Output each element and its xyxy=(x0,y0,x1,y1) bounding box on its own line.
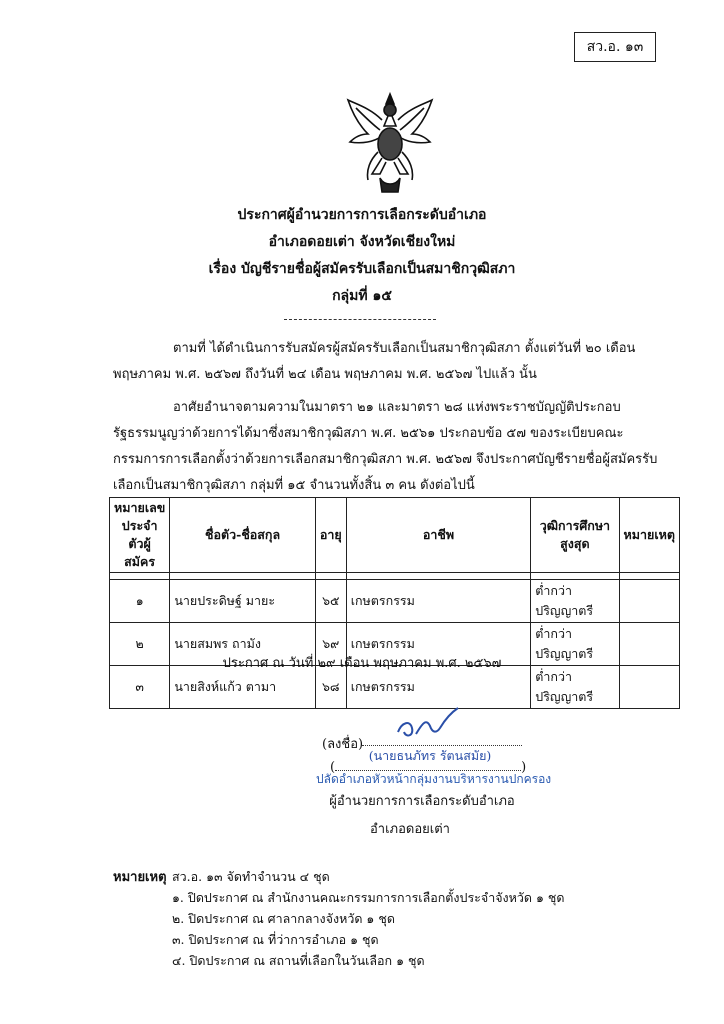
cell-number: ๓ xyxy=(110,666,170,709)
col-header-remark: หมายเหตุ xyxy=(619,498,679,573)
note-item: ๔. ปิดประกาศ ณ สถานที่เลือกในวันเลือก ๑ ชุด xyxy=(172,953,425,968)
col-header-occupation: อาชีพ xyxy=(346,498,531,573)
garuda-emblem-icon xyxy=(342,90,438,194)
cell-age: ๖๕ xyxy=(315,580,346,623)
note-item: ๓. ปิดประกาศ ณ ที่ว่าการอำเภอ ๑ ชุด xyxy=(172,932,379,947)
form-code: สว.อ. ๑๓ xyxy=(586,39,644,55)
cell-occupation: เกษตรกรรม xyxy=(346,623,531,666)
paragraph-1-text: ตามที่ ได้ดำเนินการรับสมัครผู้สมัครรับเลือกเป็นสมาชิกวุฒิสภา ตั้งแต่วันที่ ๒๐ เดือน พฤษภาคม พ.ศ. ๒๕๖๗ ถึงวันที่ ๒๔ เดือน พฤษภาคม พ.ศ. ๒๕๖๗ ไปแล้ว นั้น xyxy=(113,341,636,382)
note-item: ๑. ปิดประกาศ ณ สำนักงานคณะกรรมการการเลือกตั้งประจำจังหวัด ๑ ชุด xyxy=(172,890,565,905)
paragraph-2-text: อาศัยอำนาจตามความในมาตรา ๒๑ และมาตรา ๒๘ แห่งพระราชบัญญัติประกอบรัฐธรรมนูญว่าด้วยการได้มาซึ่งสมาชิกวุฒิสภา พ.ศ. ๒๕๖๑ ประกอบข้อ ๕๗ ของระเบียบคณะกรรมการการเลือกตั้งว่าด้วยการเลือกสมาชิกวุฒิสภา พ.ศ. ๒๕๖๗ จึงประกาศบัญชีรายชื่อผู้สมัครรับเลือกเป็นสมาชิกวุฒิสภา กลุ่มที่ ๑๕ จำนวนทั้งสิ้น ๓ คน ดังต่อไปนี้ xyxy=(113,400,658,493)
cell-number: ๑ xyxy=(110,580,170,623)
candidate-table xyxy=(109,497,680,709)
col-header-name: ชื่อตัว-ชื่อสกุล xyxy=(170,498,316,573)
cell-number: ๒ xyxy=(110,623,170,666)
table-spacer-row xyxy=(110,573,680,580)
col-header-number: หมายเลขประจำตัวผู้สมัคร xyxy=(110,498,170,573)
paragraph-2 xyxy=(113,395,673,499)
note-item: ๒. ปิดประกาศ ณ ศาลากลางจังหวัด ๑ ชุด xyxy=(172,911,395,926)
signer-district: อำเภอดอยเต่า xyxy=(370,822,450,837)
cell-education: ต่ำกว่าปริญญาตรี xyxy=(531,623,619,666)
cell-name: นายสิงห์แก้ว ตามา xyxy=(170,666,316,709)
cell-education: ต่ำกว่าปริญญาตรี xyxy=(531,666,619,709)
paren-open: ( xyxy=(330,760,336,775)
table-header-row xyxy=(110,498,680,573)
divider xyxy=(284,319,436,320)
handwritten-signature-icon xyxy=(392,704,462,744)
signer-position: ผู้อำนวยการการเลือกระดับอำเภอ xyxy=(329,794,515,809)
group-number: กลุ่มที่ ๑๕ xyxy=(332,288,392,304)
paragraph-1 xyxy=(113,336,673,388)
signer-stamp: ปลัดอำเภอหัวหน้ากลุ่มงานบริหารงานปกครอง xyxy=(316,772,552,786)
cell-remark xyxy=(619,580,679,623)
cell-occupation: เกษตรกรรม xyxy=(346,666,531,709)
notes-label: หมายเหตุ xyxy=(113,870,167,885)
form-code-box xyxy=(574,32,656,62)
col-header-age: อายุ xyxy=(315,498,346,573)
announcement-title: ประกาศผู้อำนวยการการเลือกระดับอำเภอ xyxy=(237,207,487,223)
cell-name: นายประดิษฐ์ มายะ xyxy=(170,580,316,623)
cell-occupation: เกษตรกรรม xyxy=(346,580,531,623)
cell-name: นายสมพร ถามัง xyxy=(170,623,316,666)
announce-date: ประกาศ ณ วันที่ ๒๙ เดือน พฤษภาคม พ.ศ. ๒๕๖๗ xyxy=(222,656,502,671)
paren-close: ) xyxy=(521,760,527,775)
table-row xyxy=(110,580,680,623)
district-province: อำเภอดอยเต่า จังหวัดเชียงใหม่ xyxy=(268,234,456,250)
subject-line: เรื่อง บัญชีรายชื่อผู้สมัครรับเลือกเป็นสมาชิกวุฒิสภา xyxy=(208,261,516,277)
note-item: สว.อ. ๑๓ จัดทำจำนวน ๔ ชุด xyxy=(172,869,330,884)
signature-label: (ลงชื่อ) xyxy=(322,737,364,752)
cell-age: ๖๘ xyxy=(315,666,346,709)
signer-name: (นายธนภัทร รัตนสมัย) xyxy=(368,748,492,763)
cell-age: ๖๙ xyxy=(315,623,346,666)
cell-education: ต่ำกว่าปริญญาตรี xyxy=(531,580,619,623)
notes-list xyxy=(172,866,565,971)
col-header-education: วุฒิการศึกษาสูงสุด xyxy=(531,498,619,573)
